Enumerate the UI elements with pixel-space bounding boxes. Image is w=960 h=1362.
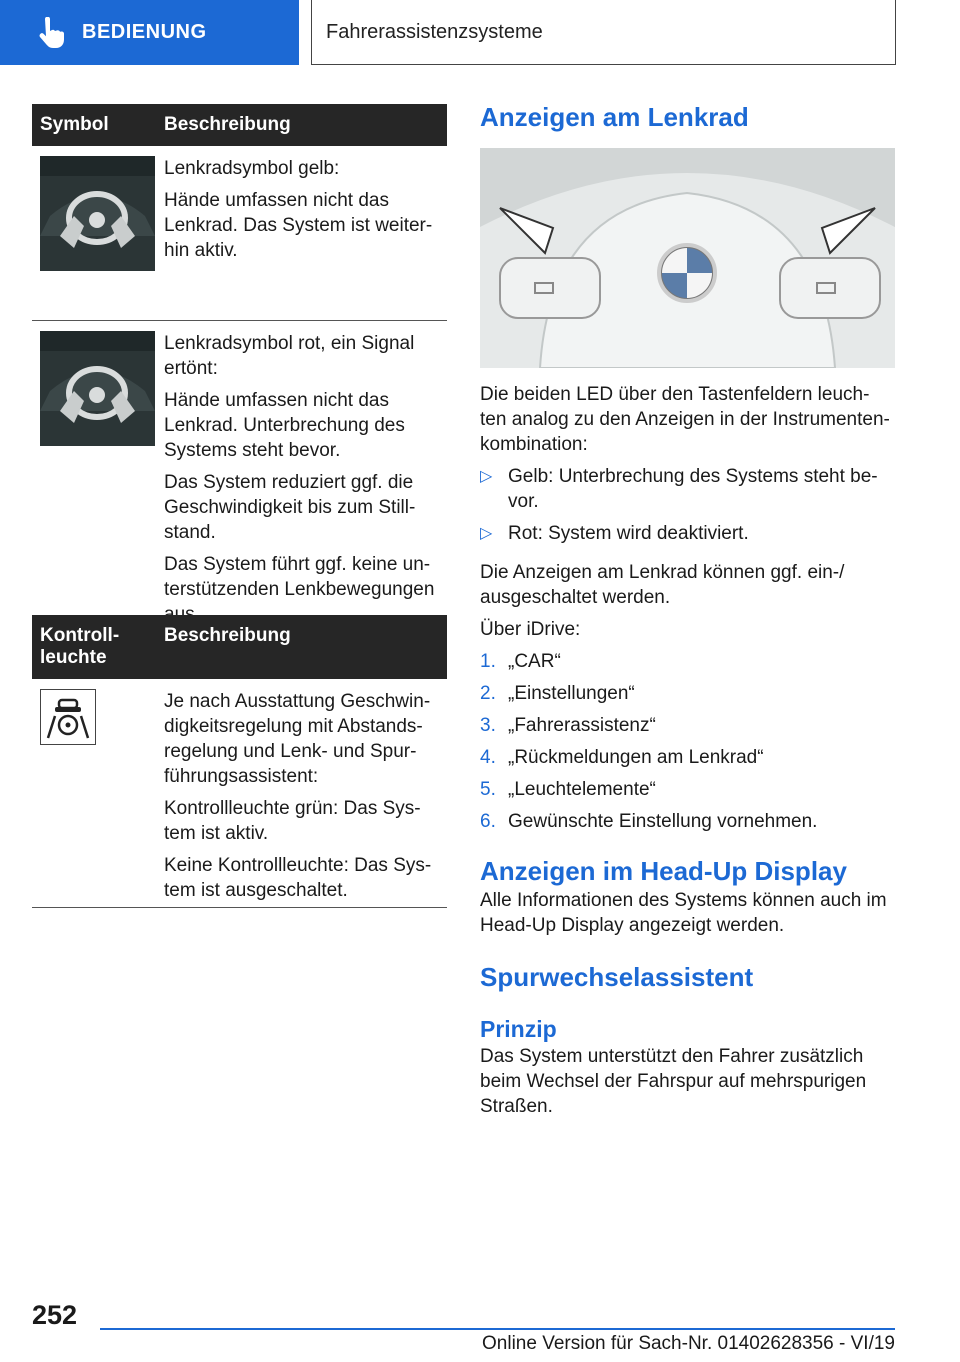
heading-hud: Anzeigen im Head-Up Display [480, 856, 847, 886]
column-header-description: Beschreibung [164, 114, 291, 135]
table-row [32, 146, 447, 321]
table-row [32, 321, 447, 632]
row-text: Keine Kontrollleuchte: Das Sys-tem ist ausgeschaltet. [164, 855, 432, 901]
column-header-description: Beschreibung [164, 625, 291, 646]
table-header [32, 615, 447, 679]
list-item: ▷ Rot: System wird deaktiviert. [480, 523, 749, 544]
heading-lenkrad: Anzeigen am Lenkrad [480, 102, 749, 132]
column-header-symbol: Symbol [40, 114, 109, 135]
steering-wheel-illustration [480, 148, 895, 368]
row-text: Das System führt ggf. keine un-terstützenden Lenkbewegungen [164, 554, 435, 600]
list-item: 3. „Fahrerassistenz“ [480, 715, 656, 736]
paragraph: Die Anzeigen am Lenkrad können ggf. ein-/ ausgeschaltet werden. [480, 562, 845, 608]
steering-wheel-red-icon [40, 331, 155, 446]
page-number: 252 [32, 1300, 78, 1330]
paragraph: Alle Informationen des Systems können auch im Head-Up Display angezeigt werden. [480, 890, 887, 936]
section-title: Fahrerassistenzsysteme [311, 0, 896, 65]
list-item: 6. Gewünschte Einstellung vornehmen. [480, 811, 818, 832]
row-text: Das System reduziert ggf. die Geschwindigkeit bis zum Still-stand. [164, 472, 416, 543]
triangle-bullet-icon: ▷ [480, 468, 493, 485]
steering-wheel-yellow-icon [40, 156, 155, 271]
row-text: Lenkradsymbol gelb: [164, 158, 340, 179]
row-text: Hände umfassen nicht das Lenkrad. Das System ist weiter-hin aktiv. [164, 190, 433, 261]
footer-online-version: Online Version für Sach-Nr. 01402628356 - VI/19 [482, 1333, 895, 1354]
hand-pointer-icon [36, 17, 64, 49]
paragraph: Das System unterstützt den Fahrer zusätzlich beim Wechsel der Fahrspur auf mehrspurigen Straßen. [480, 1046, 867, 1117]
footer-divider [100, 1328, 895, 1330]
subheading-prinzip: Prinzip [480, 1016, 557, 1042]
row-text: Kontrollleuchte grün: Das Sys-tem ist aktiv. [164, 798, 421, 844]
table-header [32, 104, 447, 146]
right-column [480, 100, 895, 1119]
triangle-bullet-icon: ▷ [480, 525, 493, 542]
lane-assist-indicator-icon [40, 689, 96, 745]
table-row [32, 679, 447, 908]
indicator-table [32, 615, 447, 908]
numbered-list [480, 649, 895, 834]
list-item: ▷ Gelb: Unterbrechung des Systems steht be-vor. [480, 466, 878, 512]
list-item: 2. „Einstellungen“ [480, 683, 635, 704]
paragraph: Die beiden LED über den Tastenfeldern leuch-ten analog zu den Anzeigen in der Instrumenten-kombination: [480, 384, 890, 455]
list-item: 1. „CAR“ [480, 651, 561, 672]
column-header-indicator: Kontroll-leuchte [40, 625, 120, 668]
row-text: Hände umfassen nicht das Lenkrad. Unterbrechung des Systems steht bevor. [164, 390, 405, 461]
row-text: Lenkradsymbol rot, ein Signal ertönt: [164, 333, 415, 379]
heading-spurwechsel: Spurwechselassistent [480, 962, 754, 992]
row-text: Je nach Ausstattung Geschwin-digkeitsregelung mit Abstands-regelung und Lenk- und Spur-führungsassistent: [164, 691, 431, 787]
list-item: 5. „Leuchtelemente“ [480, 779, 656, 800]
paragraph: Über iDrive: [480, 619, 581, 640]
chapter-tab [0, 0, 299, 65]
list-item: 4. „Rückmeldungen am Lenkrad“ [480, 747, 764, 768]
chapter-label: BEDIENUNG [82, 21, 207, 43]
symbol-table [32, 104, 447, 632]
